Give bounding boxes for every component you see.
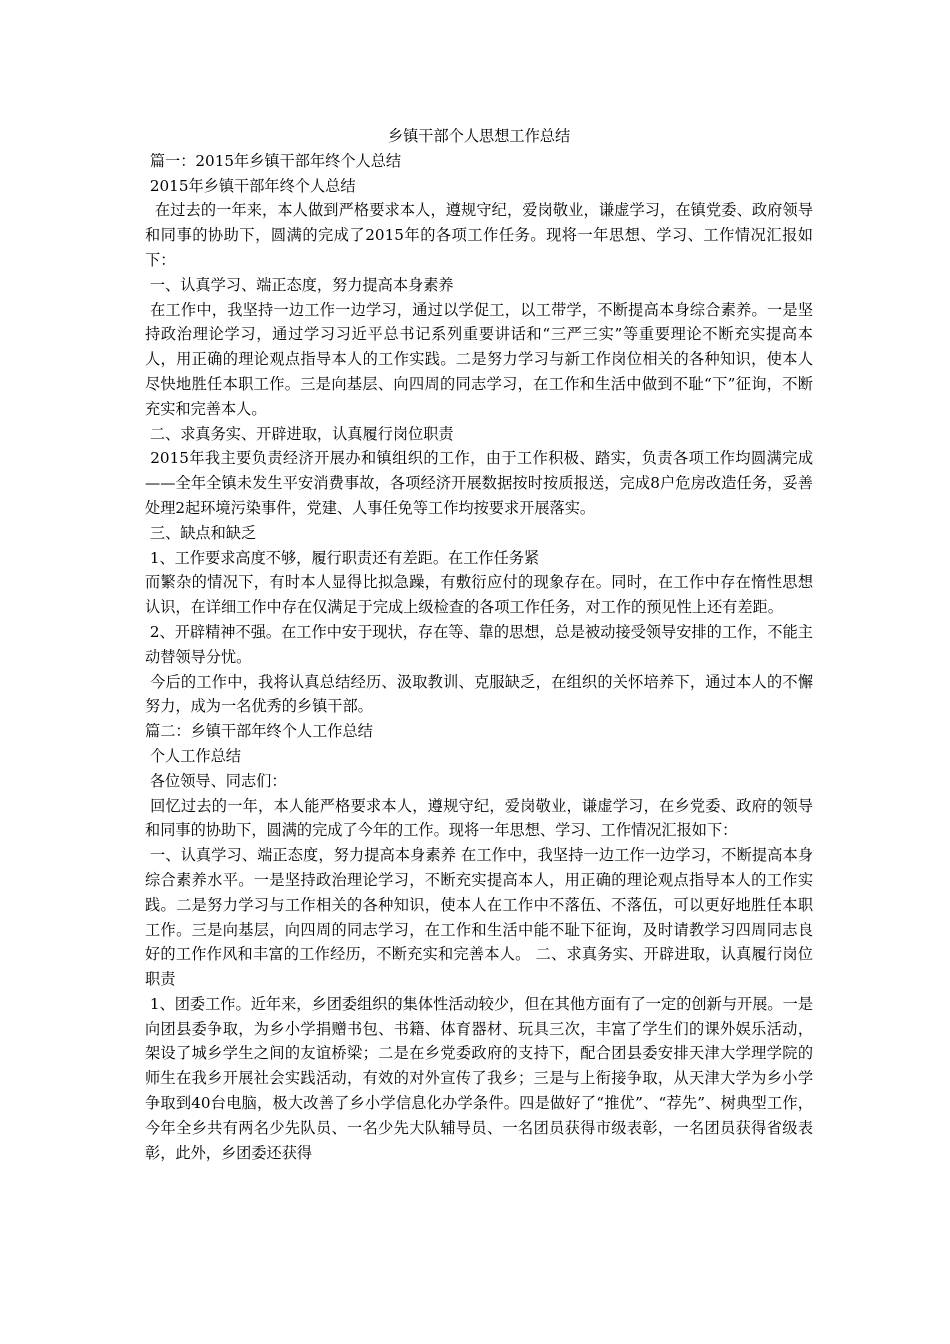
document-paragraph: 个人工作总结 bbox=[145, 746, 241, 765]
document-paragraph: 在过去的一年来，本人做到严格要求本人，遵规守纪，爱岗敬业，谦虚学习，在镇党委、政府领导和同事的协助下，圆满的完成了2015年的各项工作任务。现将一年思想、学习、工作情况汇报如下： bbox=[145, 201, 814, 269]
document-page bbox=[145, 124, 813, 1165]
document-paragraph: 2015年乡镇干部年终个人总结 bbox=[145, 176, 356, 195]
document-paragraph: 1、工作要求高度不够，履行职责还有差距。在工作任务紧 bbox=[145, 548, 540, 567]
document-paragraph: 在工作中，我坚持一边工作一边学习，通过以学促工，以工带学，不断提高本身综合素养。一是坚持政治理论学习，通过学习习近平总书记系列重要讲话和“三严三实”等重要理论不断充实提高本人，用正确的理论观点指导本人的工作实践。二是努力学习与新工作岗位相关的各种知识，使本人尽快地胜任本职工作。三是向基层、向四周的同志学习，在工作和生活中做到不耻“下”征询，不断充实和完善本人。 bbox=[145, 300, 814, 418]
document-paragraph: 一、认真学习、端正态度，努力提高本身素养 在工作中，我坚持一边工作一边学习，不断提高本身综合素养水平。一是坚持政治理论学习，不断充实提高本人，用正确的理论观点指导本人的工作实践。二是努力学习与工作相关的各种知识，使本人在工作中不落伍、不落伍，可以更好地胜任本职工作。三是向基层，向四周的同志学习，在工作和生活中能不耻下征询，及时请教学习四周同志良好的工作作风和丰富的工作经历，不断充实和完善本人。 二、求真务实、开辟进取，认真履行岗位职责 bbox=[145, 846, 814, 989]
document-paragraph: 而繁杂的情况下，有时本人显得比拟急躁，有敷衍应付的现象存在。同时，在工作中存在惰性思想认识，在详细工作中存在仅满足于完成上级检查的各项工作任务，对工作的预见性上还有差距。 bbox=[145, 573, 813, 617]
document-paragraph: 今后的工作中，我将认真总结经历、汲取教训、克服缺乏，在组织的关怀培养下，通过本人的不懈努力，成为一名优秀的乡镇干部。 bbox=[145, 672, 814, 716]
document-paragraph: 各位领导、同志们： bbox=[145, 771, 287, 790]
document-paragraph: 2、开辟精神不强。在工作中安于现状，存在等、靠的思想，总是被动接受领导安排的工作，不能主动替领导分忧。 bbox=[145, 622, 813, 666]
document-paragraph: 1、团委工作。近年来，乡团委组织的集体性活动较少，但在其他方面有了一定的创新与开展。一是向团县委争取，为乡小学捐赠书包、书籍、体育器材、玩具三次，丰富了学生们的课外娱乐活动，架设了城乡学生之间的友谊桥梁；二是在乡党委政府的支持下，配合团县委安排天津大学理学院的师生在我乡开展社会实践活动，有效的对外宣传了我乡；三是与上衔接争取，从天津大学为乡小学争取到40台电脑，极大改善了乡小学信息化办学条件。四是做好了“推优”、“荐先”、树典型工作，今年全乡共有两名少先队员、一名少先大队辅导员、一名团员获得市级表彰，一名团员获得省级表彰，此外，乡团委还获得 bbox=[145, 994, 813, 1162]
document-paragraph: 二、求真务实、开辟进取，认真履行岗位职责 bbox=[145, 424, 454, 443]
document-paragraph: 篇二：乡镇干部年终个人工作总结 bbox=[145, 722, 373, 741]
document-paragraph: 一、认真学习、端正态度，努力提高本身素养 bbox=[145, 275, 454, 294]
document-title: 乡镇干部个人思想工作总结 bbox=[387, 127, 571, 145]
document-body bbox=[145, 149, 813, 1166]
document-paragraph: 三、缺点和缺乏 bbox=[145, 523, 257, 542]
document-paragraph: 2015年我主要负责经济开展办和镇组织的工作，由于工作积极、踏实，负责各项工作均圆满完成——全年全镇未发生平安消费事故，各项经济开展数据按时按质报送，完成8户危房改造任务，妥善处理2起环境污染事件，党建、人事任免等工作均按要求开展落实。 bbox=[145, 449, 814, 517]
document-paragraph: 篇一：2015年乡镇干部年终个人总结 bbox=[145, 151, 402, 170]
document-paragraph: 回忆过去的一年，本人能严格要求本人，遵规守纪，爱岗敬业，谦虚学习，在乡党委、政府的领导和同事的协助下，圆满的完成了今年的工作。现将一年思想、学习、工作情况汇报如下： bbox=[145, 796, 814, 840]
